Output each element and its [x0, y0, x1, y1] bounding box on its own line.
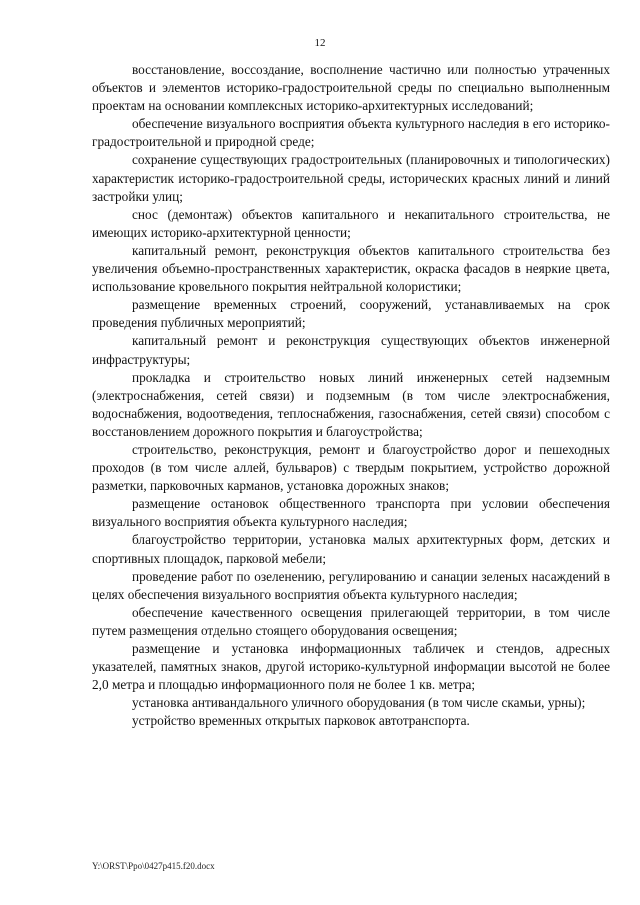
paragraph: размещение остановок общественного транспорта при условии обеспечения визуального восприятия объекта культурного наследия;	[92, 496, 610, 530]
paragraph: устройство временных открытых парковок автотранспорта.	[132, 713, 470, 729]
paragraph: капитальный ремонт и реконструкция существующих объектов инженерной инфраструктуры;	[92, 333, 610, 367]
paragraph: снос (демонтаж) объектов капитального и некапитального строительства, не имеющих историко-архитектурной ценности;	[92, 206, 610, 240]
page-number: 12	[314, 37, 326, 49]
paragraph: строительство, реконструкция, ремонт и благоустройство дорог и пешеходных проходов (в том числе аллей, бульваров) с твердым покрытием, устройство дорожной разметки, парковочных карманов, установка дорожных знаков;	[92, 441, 610, 494]
paragraph: прокладка и строительство новых линий инженерных сетей надземным (электроснабжения, сетей связи) и подземным (в том числе электроснабжения, водоснабжения, водоотведения, теплоснабжения, газоснабжения, сетей связи) способом с восстановлением дорожного покрытия и благоустройства;	[92, 369, 610, 439]
paragraph: восстановление, воссоздание, восполнение частично или полностью утраченных объектов и элементов историко-градостроительной среды по специально выполненным проектам на основании комплексных историко-архитектурных исследований;	[92, 62, 610, 114]
paragraph: проведение работ по озеленению, регулированию и санации зеленых насаждений в целях обеспечения визуального восприятия объекта культурного наследия;	[92, 568, 610, 602]
paragraph: обеспечение качественного освещения прилегающей территории, в том числе путем размещения отдельно стоящего оборудования освещения;	[92, 604, 610, 638]
paragraph: обеспечение визуального восприятия объекта культурного наследия в его историко-градостроительной и природной среде;	[92, 116, 610, 150]
paragraph: капитальный ремонт, реконструкция объектов капитального строительства без увеличения объемно-пространственных характеристик, окраска фасадов в неяркие цвета, использование кровельного покрытия нейтральной колористики;	[92, 242, 610, 295]
paragraph: размещение и установка информационных табличек и стендов, адресных указателей, памятных знаков, другой историко-культурной информации высотой не более 2,0 метра и площадью информационного поля не более 1 кв. метра;	[92, 641, 610, 693]
paragraph: установка антивандального уличного оборудования (в том числе скамьи, урны);	[132, 695, 586, 711]
paragraph: размещение временных строений, сооружений, устанавливаемых на срок проведения публичных мероприятий;	[92, 297, 610, 331]
paragraph: благоустройство территории, установка малых архитектурных форм, детских и спортивных площадок, парковой мебели;	[92, 532, 610, 566]
paragraph: сохранение существующих градостроительных (планировочных и типологических) характеристик историко-градостроительной среды, исторических красных линий и линий застройки улиц;	[92, 152, 610, 204]
footer-file-path: Y:\ORST\Ppo\0427p415.f20.docx	[92, 861, 215, 871]
document-body	[92, 61, 610, 730]
